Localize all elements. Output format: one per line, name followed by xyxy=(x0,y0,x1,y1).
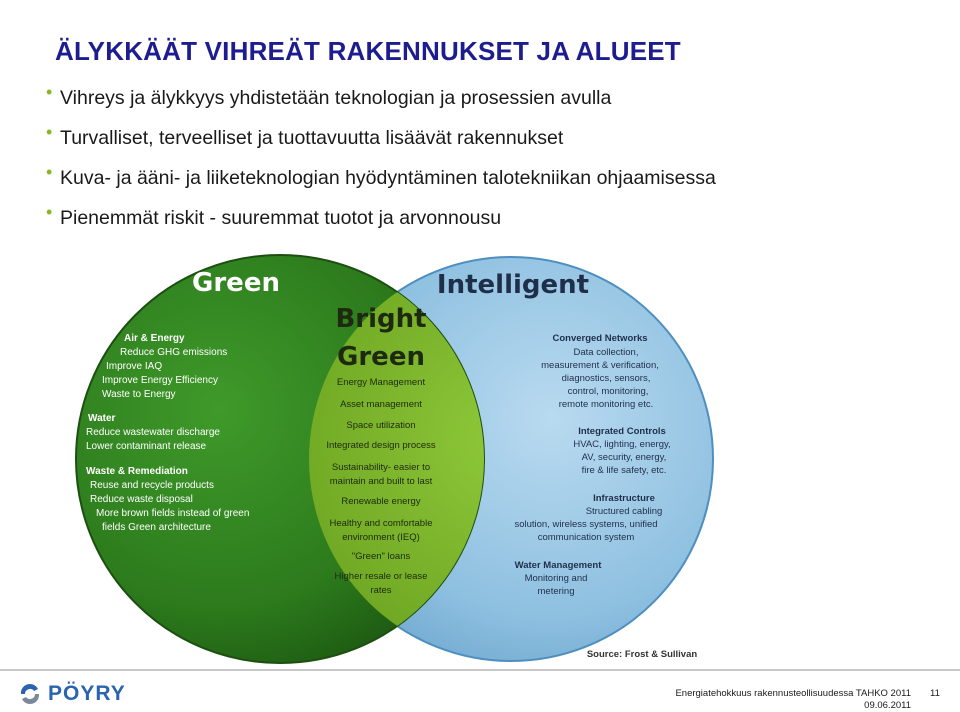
green-line: Improve IAQ xyxy=(106,361,163,372)
intelligent-title: Intelligent xyxy=(436,270,590,300)
bright-item: Space utilization xyxy=(346,420,416,431)
green-heading-air-energy: Air & Energy xyxy=(124,333,185,344)
green-heading-waste: Waste & Remediation xyxy=(86,466,188,477)
intelligent-heading-infrastructure: Infrastructure xyxy=(593,493,655,504)
intelligent-line: Data collection, xyxy=(573,347,639,358)
footer-date: 09.06.2011 xyxy=(864,700,911,711)
bullet-dot-icon: • xyxy=(46,82,53,102)
bullet-item xyxy=(46,160,716,200)
bright-title: Bright xyxy=(335,304,427,334)
intelligent-line: communication system xyxy=(537,532,635,543)
intelligent-line: HVAC, lighting, energy, xyxy=(573,439,671,450)
bright-item: environment (IEQ) xyxy=(342,532,420,543)
bullet-text: Turvalliset, terveelliset ja tuottavuutta lisäävät rakennukset xyxy=(60,127,564,149)
intelligent-line: Structured cabling xyxy=(585,506,663,517)
poyry-swirl-icon xyxy=(18,682,42,706)
intelligent-line: remote monitoring etc. xyxy=(558,399,654,410)
bright-item: Renewable energy xyxy=(341,496,421,507)
intelligent-heading-controls: Integrated Controls xyxy=(578,426,666,437)
page-number: 11 xyxy=(930,688,940,699)
green-line: Reduce GHG emissions xyxy=(120,347,228,358)
bullet-text: Kuva- ja ääni- ja liiketeknologian hyödyntäminen talotekniikan ohjaamisessa xyxy=(60,167,716,189)
bright-green-title: Green xyxy=(337,342,425,372)
bright-item: Integrated design process xyxy=(326,440,436,451)
bullet-dot-icon: • xyxy=(46,162,53,182)
bullet-item xyxy=(46,80,716,120)
footer-event: Energiatehokkuus rakennusteollisuudessa TAHKO 2011 xyxy=(675,688,911,699)
intelligent-heading-water: Water Management xyxy=(514,560,602,571)
bright-item: Sustainability- easier to xyxy=(331,462,431,473)
bright-item: Energy Management xyxy=(336,377,426,388)
bullet-dot-icon: • xyxy=(46,202,53,222)
bright-item: Healthy and comfortable xyxy=(329,518,433,529)
bright-item: rates xyxy=(370,585,392,596)
green-line: Reduce wastewater discharge xyxy=(86,427,220,438)
bullet-text: Vihreys ja älykkyys yhdistetään teknologian ja prosessien avulla xyxy=(60,87,612,109)
bright-item: maintain and built to last xyxy=(329,476,433,487)
footer-divider xyxy=(0,669,960,671)
intelligent-line: solution, wireless systems, unified xyxy=(514,519,658,530)
bright-item: "Green" loans xyxy=(351,551,411,562)
intelligent-line: AV, security, energy, xyxy=(581,452,667,463)
intelligent-line: diagnostics, sensors, xyxy=(561,373,651,384)
intelligent-line: Monitoring and xyxy=(524,573,588,584)
bullet-dot-icon: • xyxy=(46,122,53,142)
footer-info xyxy=(675,688,911,712)
green-heading-water: Water xyxy=(88,413,116,424)
intelligent-line: fire & life safety, etc. xyxy=(581,465,667,476)
source-caption: Source: Frost & Sullivan xyxy=(586,649,698,660)
green-line: Reuse and recycle products xyxy=(90,480,214,491)
green-line: Reduce waste disposal xyxy=(90,494,193,505)
green-line: Waste to Energy xyxy=(102,389,176,400)
intelligent-line: control, monitoring, xyxy=(567,386,649,397)
intelligent-line: metering xyxy=(537,586,575,597)
bright-item: Asset management xyxy=(340,399,422,410)
green-line: More brown fields instead of green xyxy=(96,508,250,519)
bullet-text: Pienemmät riskit - suuremmat tuotot ja arvonnousu xyxy=(60,207,502,229)
green-line: Lower contaminant release xyxy=(86,441,207,452)
slide-title: ÄLYKKÄÄT VIHREÄT RAKENNUKSET JA ALUEET xyxy=(55,36,681,66)
bright-item: Higher resale or lease xyxy=(334,571,428,582)
venn-diagram xyxy=(46,233,718,665)
intelligent-line: measurement & verification, xyxy=(541,360,659,371)
poyry-logo xyxy=(18,682,126,706)
logo-text: PÖYRY xyxy=(48,682,126,705)
intelligent-heading-converged: Converged Networks xyxy=(552,333,648,344)
bullet-item xyxy=(46,120,716,160)
green-title: Green xyxy=(192,268,280,298)
bullet-list xyxy=(46,80,716,240)
green-line: fields Green architecture xyxy=(102,522,211,533)
green-line: Improve Energy Efficiency xyxy=(102,375,218,386)
